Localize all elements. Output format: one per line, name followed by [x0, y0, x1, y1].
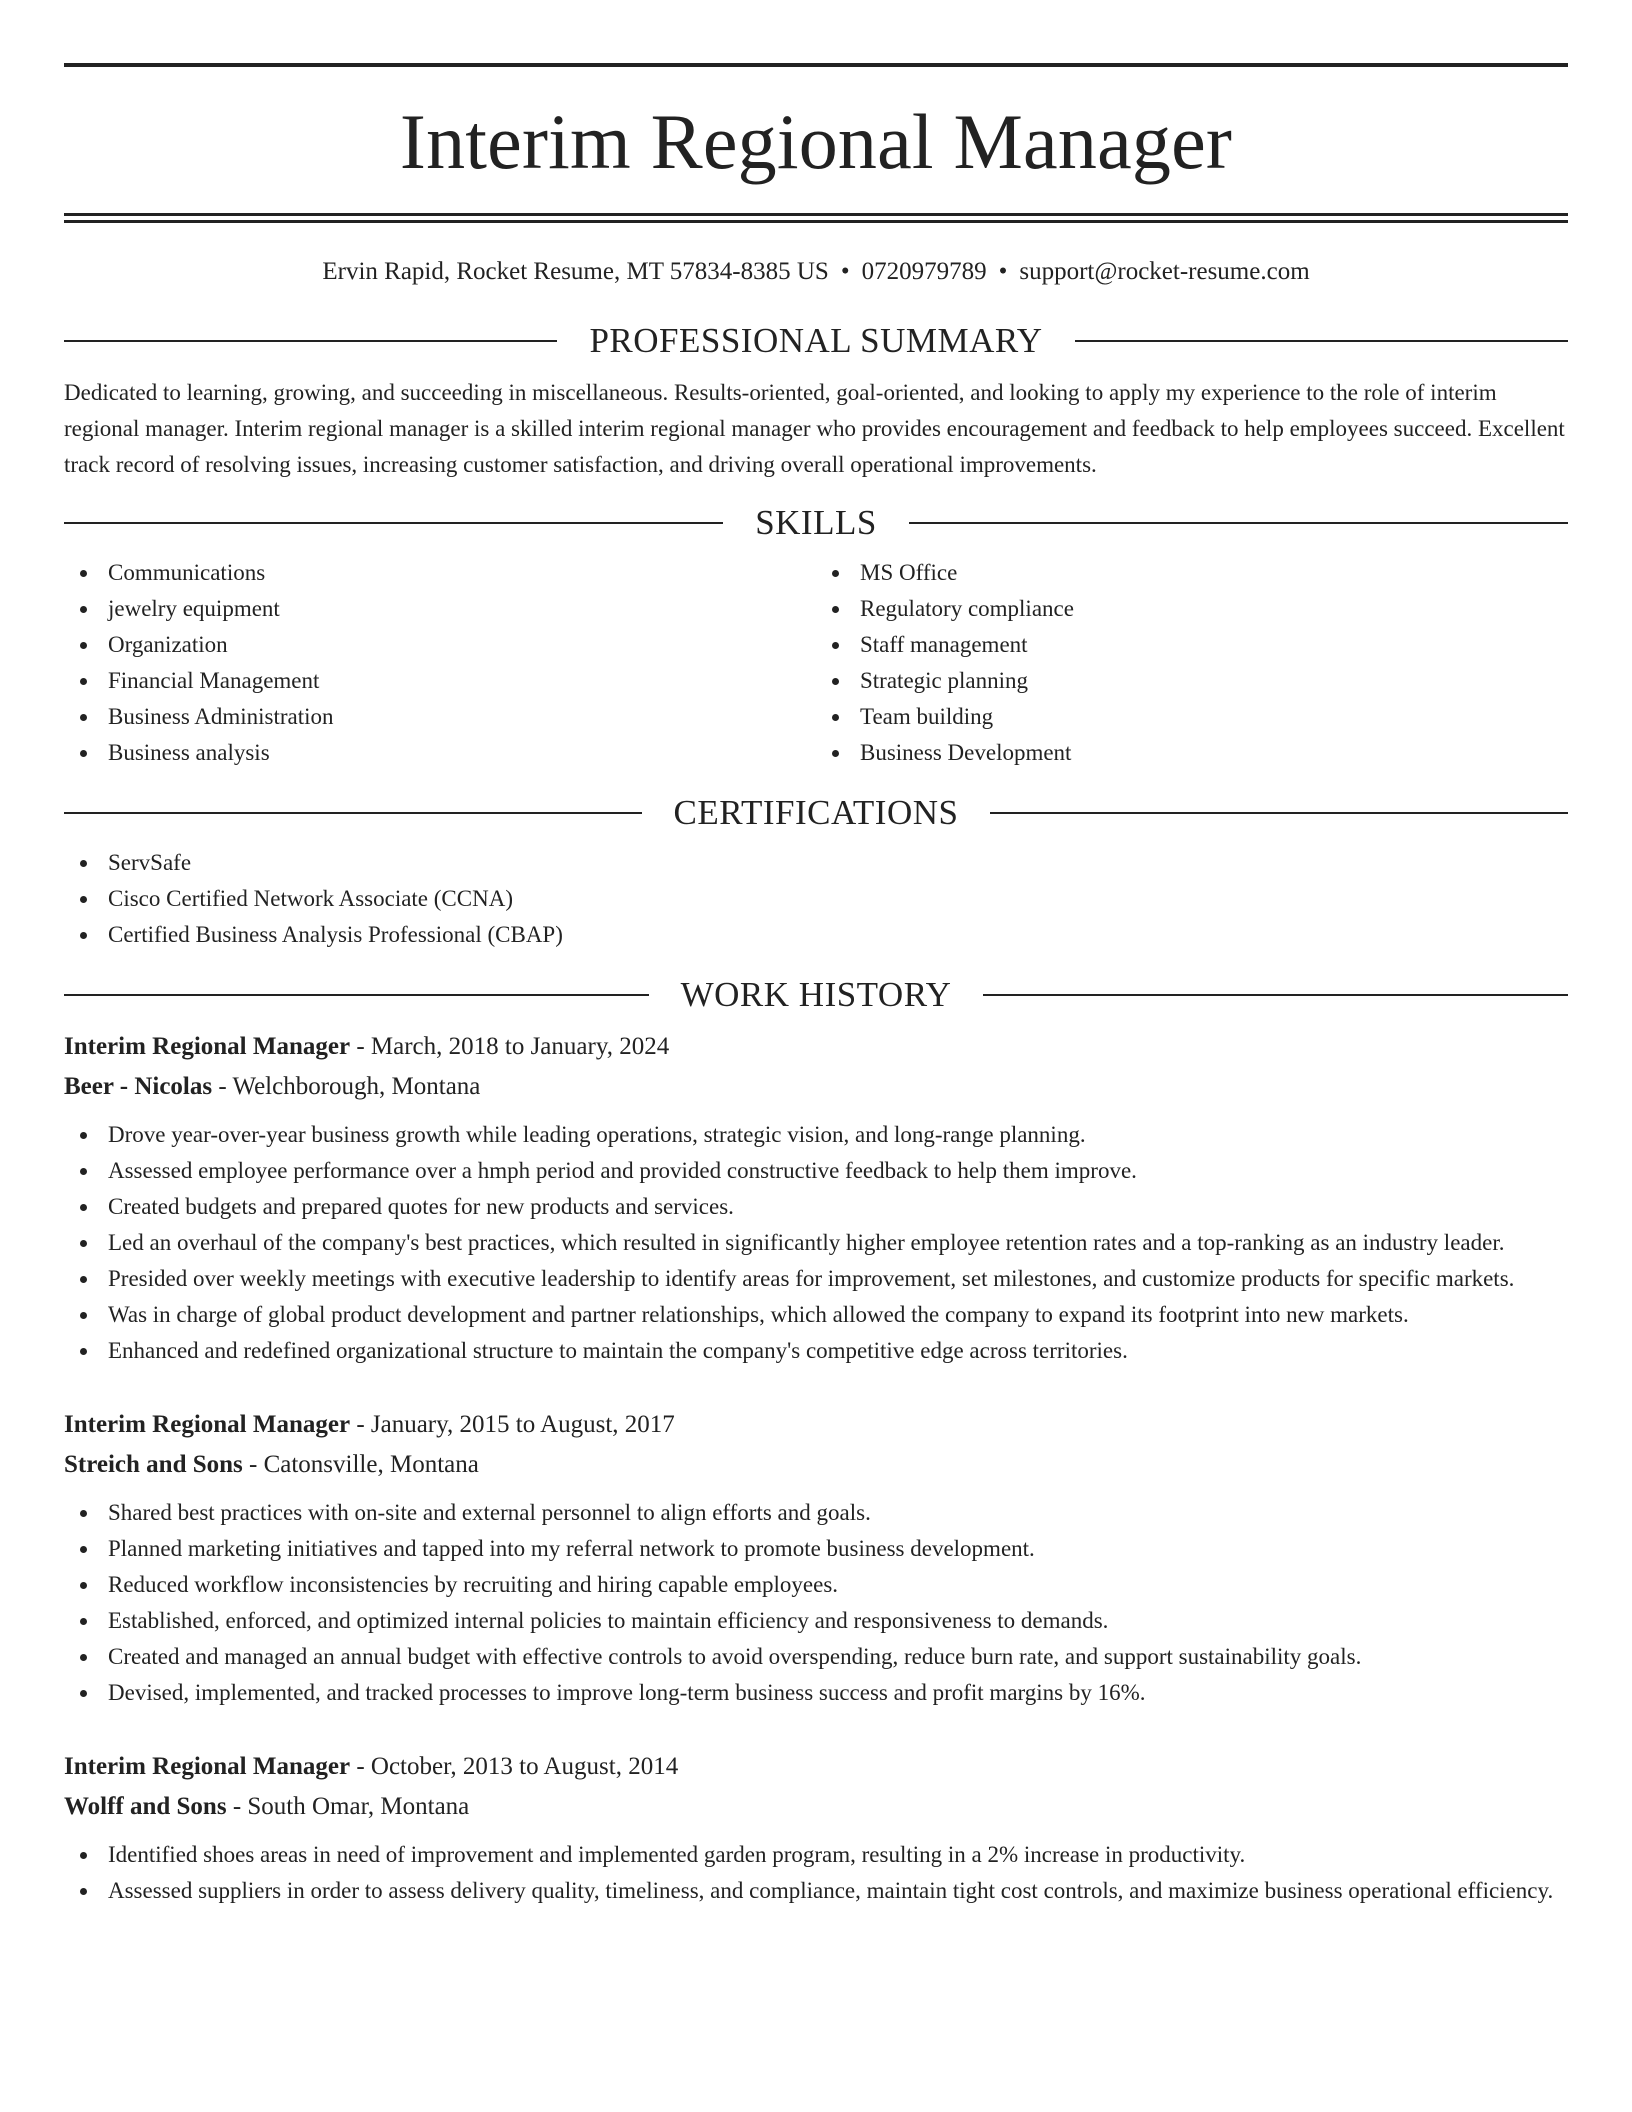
job-title-line: [64, 1405, 1568, 1445]
skills-columns: [64, 555, 1568, 771]
contact-address: Ervin Rapid, Rocket Resume, MT 57834-8385 US: [322, 258, 829, 285]
job-dates: - March, 2018 to January, 2024: [350, 1033, 670, 1060]
job-bullet: Reduced workflow inconsistencies by recruiting and hiring capable employees.: [64, 1567, 1568, 1603]
section-rule-left: [64, 340, 557, 342]
job-bullet: Devised, implemented, and tracked processes to improve long-term business success and profit margins by 16%.: [64, 1675, 1568, 1711]
section-header-skills: [64, 503, 1568, 543]
contact-email: support@rocket-resume.com: [1019, 258, 1310, 285]
contact-separator: •: [998, 258, 1008, 285]
job-bullets: [64, 1837, 1568, 1909]
skill-item: jewelry equipment: [64, 591, 816, 627]
job-bullet: Assessed suppliers in order to assess delivery quality, timeliness, and compliance, maintain tight cost controls, and maximize business operational efficiency.: [64, 1873, 1568, 1909]
job-company-line: [64, 1445, 1568, 1485]
section-title-skills: SKILLS: [755, 503, 877, 542]
skill-item: Business Development: [816, 735, 1568, 771]
section-rule-right: [1075, 340, 1568, 342]
section-title-summary: PROFESSIONAL SUMMARY: [589, 321, 1043, 360]
skill-item: Strategic planning: [816, 663, 1568, 699]
job-title: Interim Regional Manager: [64, 1411, 351, 1438]
skills-list-right: [816, 555, 1568, 771]
section-rule-right: [909, 522, 1568, 524]
top-rule: [64, 63, 1568, 67]
skill-item: Staff management: [816, 627, 1568, 663]
contact-separator: •: [840, 258, 850, 285]
summary-paragraph: Dedicated to learning, growing, and succeeding in miscellaneous. Results-oriented, goal-oriented, and looking to apply my experience to the role of interim regional manager. Interim regional manager is a skilled interim regional manager who provides encouragement and feedback to help employees succeed. Excellent track record of resolving issues, increasing customer satisfaction, and driving overall operational improvements.: [64, 380, 1565, 477]
job-dates: - January, 2015 to August, 2017: [350, 1411, 675, 1438]
section-header-summary: [64, 321, 1568, 361]
job-entry: [64, 1405, 1568, 1711]
job-title: Interim Regional Manager: [64, 1753, 351, 1780]
job-location: - South Omar, Montana: [226, 1793, 470, 1820]
contact-line: [64, 257, 1568, 287]
section-title-work-history: WORK HISTORY: [680, 975, 952, 1014]
job-bullet: Enhanced and redefined organizational structure to maintain the company's competitive edge across territories.: [64, 1333, 1568, 1369]
title-double-rule: [64, 213, 1568, 223]
job-title-line: [64, 1027, 1568, 1067]
skill-item: Business Administration: [64, 699, 816, 735]
job-entry: [64, 1027, 1568, 1369]
job-company: Wolff and Sons: [64, 1793, 227, 1820]
section-header-work-history: [64, 975, 1568, 1015]
skill-item: Regulatory compliance: [816, 591, 1568, 627]
job-company: Beer - Nicolas: [64, 1073, 213, 1100]
job-company-line: [64, 1787, 1568, 1827]
job-bullets: [64, 1495, 1568, 1711]
job-entry: [64, 1747, 1568, 1909]
contact-phone: 0720979789: [861, 258, 987, 285]
section-rule-left: [64, 812, 642, 814]
job-location: - Catonsville, Montana: [242, 1451, 479, 1478]
job-company: Streich and Sons: [64, 1451, 243, 1478]
job-bullet: Led an overhaul of the company's best practices, which resulted in significantly higher employee retention rates and a top-ranking as an industry leader.: [64, 1225, 1568, 1261]
section-rule-right: [983, 994, 1568, 996]
job-bullet: Drove year-over-year business growth while leading operations, strategic vision, and long-range planning.: [64, 1117, 1568, 1153]
certification-item: Certified Business Analysis Professional (CBAP): [64, 917, 1568, 953]
skill-item: Team building: [816, 699, 1568, 735]
resume-title: Interim Regional Manager: [399, 98, 1233, 185]
skill-item: Financial Management: [64, 663, 816, 699]
job-dates: - October, 2013 to August, 2014: [350, 1753, 679, 1780]
section-rule-right: [990, 812, 1568, 814]
job-title-line: [64, 1747, 1568, 1787]
job-bullet: Planned marketing initiatives and tapped into my referral network to promote business development.: [64, 1531, 1568, 1567]
job-bullet: Created and managed an annual budget with effective controls to avoid overspending, reduce burn rate, and support sustainability goals.: [64, 1639, 1568, 1675]
job-company-line: [64, 1067, 1568, 1107]
job-title: Interim Regional Manager: [64, 1033, 351, 1060]
certification-item: ServSafe: [64, 845, 1568, 881]
job-location: - Welchborough, Montana: [212, 1073, 481, 1100]
job-bullet: Shared best practices with on-site and external personnel to align efforts and goals.: [64, 1495, 1568, 1531]
section-rule-left: [64, 522, 723, 524]
job-bullet: Presided over weekly meetings with executive leadership to identify areas for improvement, set milestones, and customize products for specific markets.: [64, 1261, 1568, 1297]
skill-item: Communications: [64, 555, 816, 591]
section-rule-left: [64, 994, 649, 996]
skill-item: Business analysis: [64, 735, 816, 771]
resume-page: [64, 63, 1568, 1909]
skill-item: MS Office: [816, 555, 1568, 591]
section-title-certifications: CERTIFICATIONS: [673, 793, 959, 832]
job-bullet: Was in charge of global product development and partner relationships, which allowed the company to expand its footprint into new markets.: [64, 1297, 1568, 1333]
certification-item: Cisco Certified Network Associate (CCNA): [64, 881, 1568, 917]
job-bullet: Identified shoes areas in need of improvement and implemented garden program, resulting in a 2% increase in productivity.: [64, 1837, 1568, 1873]
section-header-certifications: [64, 793, 1568, 833]
job-bullets: [64, 1117, 1568, 1369]
job-bullet: Created budgets and prepared quotes for new products and services.: [64, 1189, 1568, 1225]
certifications-list: [64, 845, 1568, 953]
job-bullet: Established, enforced, and optimized internal policies to maintain efficiency and responsiveness to demands.: [64, 1603, 1568, 1639]
job-bullet: Assessed employee performance over a hmph period and provided constructive feedback to help them improve.: [64, 1153, 1568, 1189]
skill-item: Organization: [64, 627, 816, 663]
skills-list-left: [64, 555, 816, 771]
